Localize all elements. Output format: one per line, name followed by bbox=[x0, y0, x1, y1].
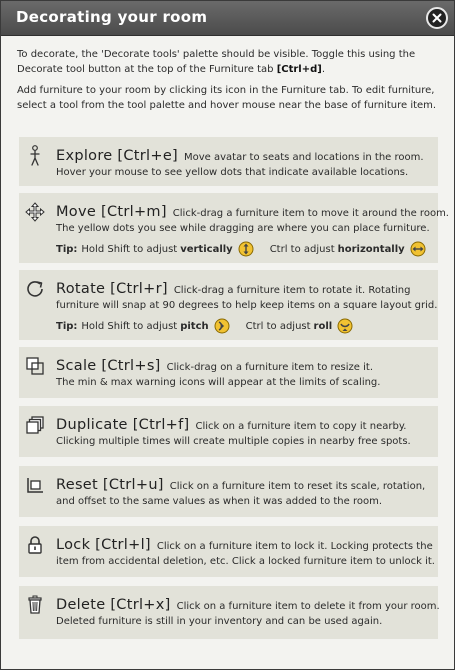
duplicate-icon bbox=[25, 414, 45, 436]
tool-panel-explore bbox=[19, 137, 438, 186]
tip-ctrl-text: Ctrl to adjust bbox=[245, 320, 311, 332]
intro-text-2: Add furniture to your room by clicking its icon in the Furniture tab. To edit furniture, select a tool from the tool palette and hover mouse near the base of furniture item. bbox=[17, 85, 437, 111]
tool-desc-reset-1: Click on a furniture item to reset its scale, rotation, bbox=[169, 481, 426, 492]
tool-name-reset: Reset [Ctrl+u] bbox=[56, 477, 164, 493]
rotate-icon bbox=[25, 278, 45, 300]
tool-desc-rotate-1: Click-drag a furniture item to rotate it. Rotating bbox=[173, 285, 411, 296]
intro-after-1: . bbox=[321, 64, 326, 75]
tool-desc-delete-1: Click on a furniture item to delete it from your room. bbox=[176, 601, 440, 612]
intro-text-1: To decorate, the 'Decorate tools' palette should be visible. Toggle this using the Decorate tool button at the top of the Furniture tab bbox=[17, 49, 416, 75]
roll-icon bbox=[337, 318, 353, 334]
window-title: Decorating your room bbox=[16, 8, 208, 26]
tool-desc-delete-2: Deleted furniture is still in your inventory and can be used again. bbox=[56, 616, 383, 627]
reset-icon bbox=[25, 474, 45, 496]
tip-ctrl-bold: horizontally bbox=[337, 243, 405, 255]
tool-name-delete: Delete [Ctrl+x] bbox=[56, 597, 171, 613]
intro-shortcut: [Ctrl+d] bbox=[276, 64, 322, 75]
lock-icon bbox=[25, 534, 45, 556]
tool-name-move: Move [Ctrl+m] bbox=[56, 204, 167, 220]
close-icon bbox=[432, 13, 442, 23]
tip-rotate bbox=[56, 318, 430, 334]
tip-shift-text: Hold Shift to adjust bbox=[81, 243, 178, 255]
tool-panel-delete bbox=[19, 586, 438, 639]
scale-icon bbox=[25, 355, 45, 377]
explore-icon bbox=[25, 145, 45, 167]
tip-label: Tip: bbox=[56, 243, 78, 255]
tool-panel-reset bbox=[19, 466, 438, 517]
tool-name-lock: Lock [Ctrl+l] bbox=[56, 537, 151, 553]
tool-desc-move-1: Click-drag a furniture item to move it around the room. bbox=[172, 208, 449, 219]
intro-paragraph-2 bbox=[17, 83, 438, 113]
tool-desc-explore-2: Hover your mouse to see yellow dots that indicate available locations. bbox=[56, 167, 409, 178]
tool-desc-lock-2: item from accidental deletion, etc. Click a locked furniture item to unlock it. bbox=[56, 556, 435, 567]
tool-panel-scale bbox=[19, 347, 438, 398]
tip-shift-bold: vertically bbox=[180, 243, 233, 255]
tool-desc-explore-1: Move avatar to seats and locations in the room. bbox=[184, 152, 424, 163]
tool-desc-move-2: The yellow dots you see while dragging are where you can place furniture. bbox=[56, 223, 430, 234]
tool-panel-lock bbox=[19, 526, 438, 577]
tool-name-scale: Scale [Ctrl+s] bbox=[56, 358, 161, 374]
pitch-icon bbox=[214, 318, 230, 334]
tool-desc-duplicate-1: Click on a furniture item to copy it nearby. bbox=[195, 421, 407, 432]
tool-desc-reset-2: and offset to the same values as when it was added to the room. bbox=[56, 496, 383, 507]
tool-desc-rotate-2: furniture will snap at 90 degrees to help keep items on a square layout grid. bbox=[56, 300, 438, 311]
tip-label: Tip: bbox=[56, 320, 78, 332]
tool-name-rotate: Rotate [Ctrl+r] bbox=[56, 281, 168, 297]
tool-name-explore: Explore [Ctrl+e] bbox=[56, 148, 179, 164]
tool-panel-duplicate bbox=[19, 406, 438, 457]
tool-desc-duplicate-2: Clicking multiple times will create multiple copies in nearby free spots. bbox=[56, 436, 411, 447]
tool-desc-lock-1: Click on a furniture item to lock it. Locking protects the bbox=[156, 541, 433, 552]
tip-ctrl-text: Ctrl to adjust bbox=[269, 243, 335, 255]
tool-name-duplicate: Duplicate [Ctrl+f] bbox=[56, 417, 190, 433]
title-bar bbox=[1, 1, 454, 36]
vertical-arrows-icon bbox=[238, 241, 254, 257]
tip-move bbox=[56, 241, 430, 257]
tip-ctrl-bold: roll bbox=[313, 320, 333, 332]
horizontal-arrows-icon bbox=[410, 241, 426, 257]
tool-desc-scale-1: Click-drag on a furniture item to resize it. bbox=[166, 362, 374, 373]
tool-desc-scale-2: The min & max warning icons will appear at the limits of scaling. bbox=[56, 377, 381, 388]
intro-section bbox=[17, 47, 438, 119]
intro-paragraph-1 bbox=[17, 47, 438, 77]
move-icon bbox=[25, 201, 45, 223]
close-button[interactable] bbox=[426, 7, 448, 29]
tip-shift-text: Hold Shift to adjust bbox=[81, 320, 178, 332]
trash-icon bbox=[25, 594, 45, 616]
tip-shift-bold: pitch bbox=[180, 320, 209, 332]
tool-panel-rotate bbox=[19, 270, 438, 340]
tool-panel-move bbox=[19, 193, 449, 263]
